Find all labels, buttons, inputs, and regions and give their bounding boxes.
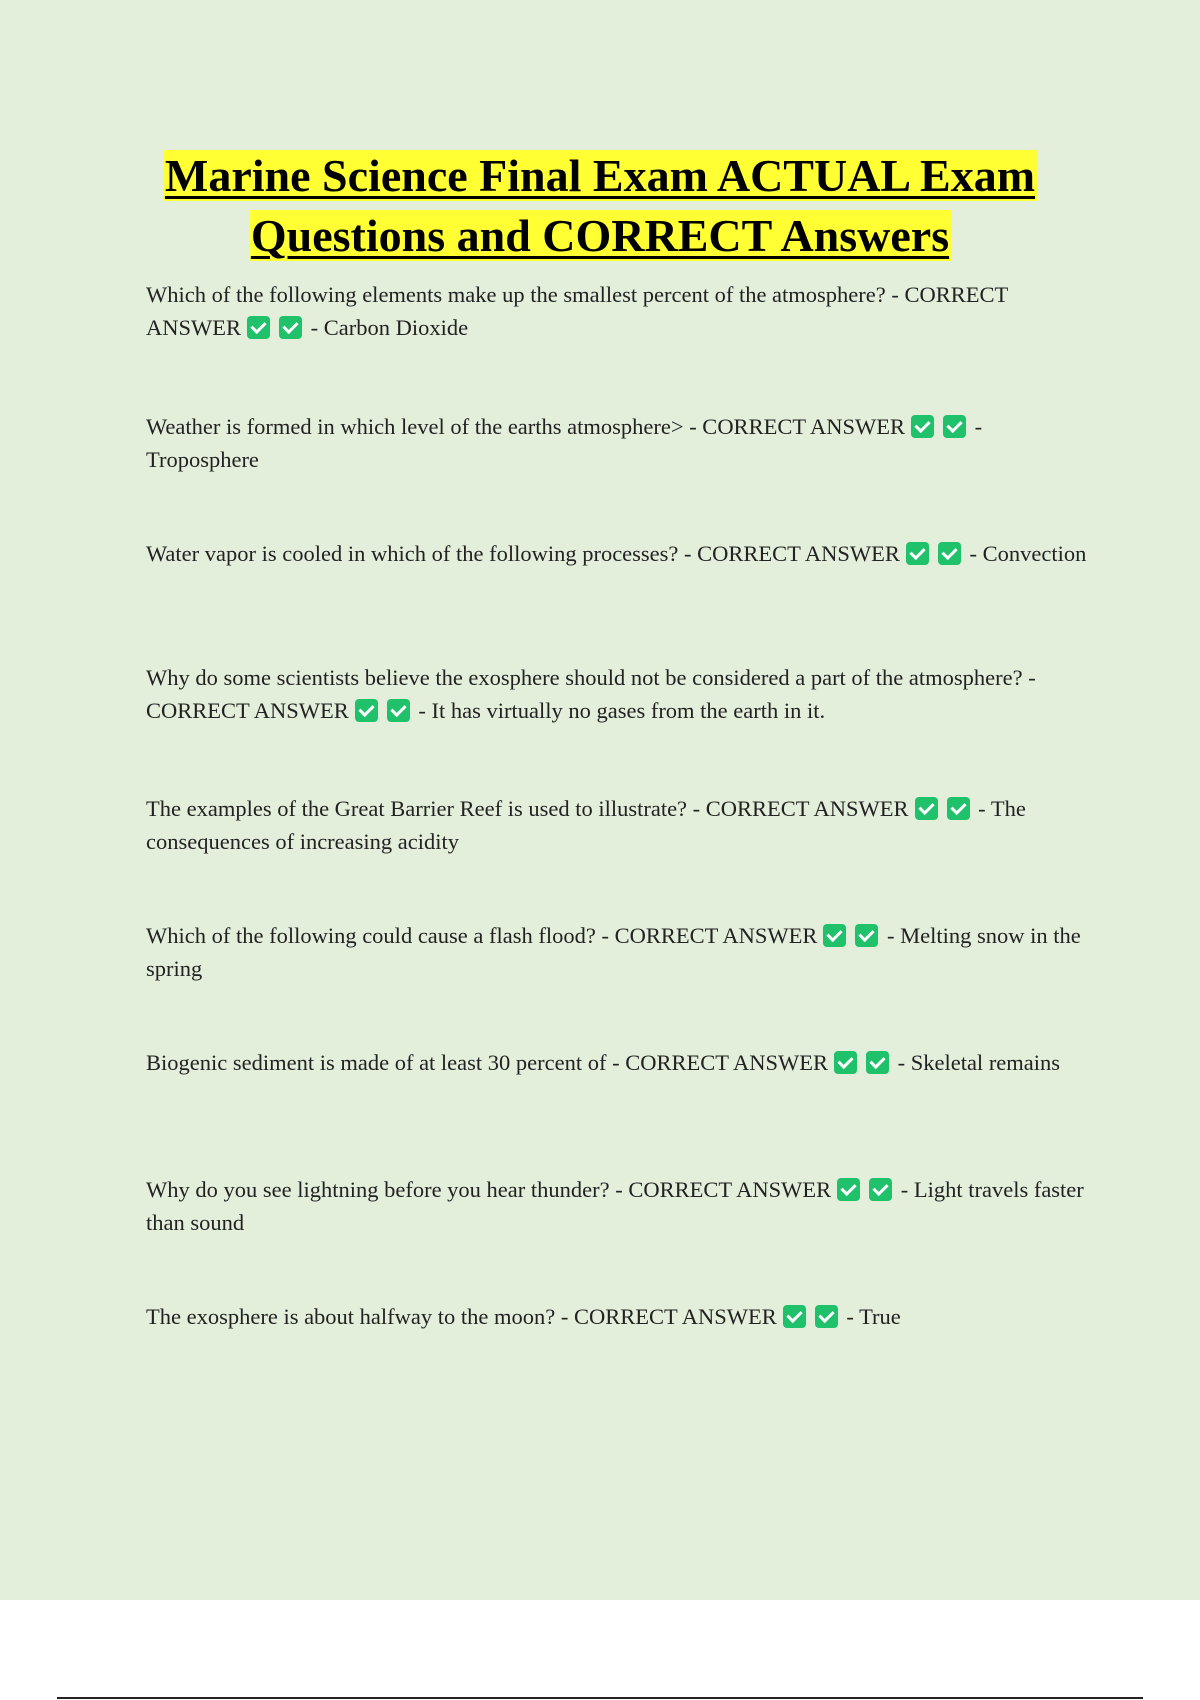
qa-item-1 [146,278,1096,344]
check-box-icon [837,1178,860,1201]
question-text: Why do some scientists believe the exosphere should not be considered a part of the atmosphere? [146,665,1023,690]
answer-text: - Skeletal remains [897,1050,1061,1075]
check-box-icon [783,1305,806,1328]
title-line-2: Questions and CORRECT Answers [250,210,950,261]
qa-item-8 [146,1173,1096,1239]
answer-text: - Carbon Dioxide [310,315,469,340]
answer-text: - It has virtually no gases from the earth in it. [418,698,826,723]
answer-marker: - CORRECT ANSWER [560,1304,777,1329]
qa-item-2 [146,410,1096,476]
question-text: Which of the following could cause a flash flood? [146,923,596,948]
answer-text: - Troposphere [146,414,983,472]
check-box-icon [938,542,961,565]
answer-marker: - CORRECT ANSWER [684,541,900,566]
qa-item-9 [146,1300,1096,1333]
check-box-icon [815,1305,838,1328]
qa-item-3 [146,537,1096,570]
question-text: Which of the following elements make up the smallest percent of the atmosphere? [146,282,886,307]
question-text: The exosphere is about halfway to the moon? [146,1304,556,1329]
answer-text: - The consequences of increasing acidity [146,796,1026,854]
answer-marker: - CORRECT ANSWER [601,923,818,948]
check-box-icon [355,699,378,722]
answer-marker: - CORRECT ANSWER [146,282,1008,340]
check-box-icon [943,415,966,438]
check-box-icon [906,542,929,565]
question-text: Water vapor is cooled in which of the following processes? [146,541,679,566]
answer-text: - Convection [969,541,1087,566]
check-box-icon [869,1178,892,1201]
document-title [0,146,1200,266]
qa-item-5 [146,792,1096,858]
check-box-icon [947,797,970,820]
check-box-icon [823,924,846,947]
qa-item-7 [146,1046,1096,1079]
answer-marker: - CORRECT ANSWER [689,414,906,439]
check-box-icon [834,1051,857,1074]
answer-marker: - CORRECT ANSWER [615,1177,832,1202]
answer-text: - Melting snow in the spring [146,923,1081,981]
answer-marker: - CORRECT ANSWER [692,796,909,821]
check-box-icon [279,316,302,339]
qa-item-4 [146,661,1096,727]
answer-text: - Light travels faster than sound [146,1177,1084,1235]
qa-item-6 [146,919,1096,985]
question-text: Why do you see lightning before you hear thunder? [146,1177,610,1202]
answer-text: - True [846,1304,901,1329]
check-box-icon [387,699,410,722]
question-text: Weather is formed in which level of the earths atmosphere> [146,414,684,439]
check-box-icon [247,316,270,339]
title-line-1: Marine Science Final Exam ACTUAL Exam [164,150,1036,201]
check-box-icon [866,1051,889,1074]
check-box-icon [855,924,878,947]
check-box-icon [915,797,938,820]
question-text: Biogenic sediment is made of at least 30 percent of [146,1050,607,1075]
answer-marker: - CORRECT ANSWER [612,1050,828,1075]
footer-divider [57,1697,1143,1699]
check-box-icon [911,415,934,438]
question-text: The examples of the Great Barrier Reef is used to illustrate? [146,796,688,821]
answer-marker: - CORRECT ANSWER [146,665,1036,723]
